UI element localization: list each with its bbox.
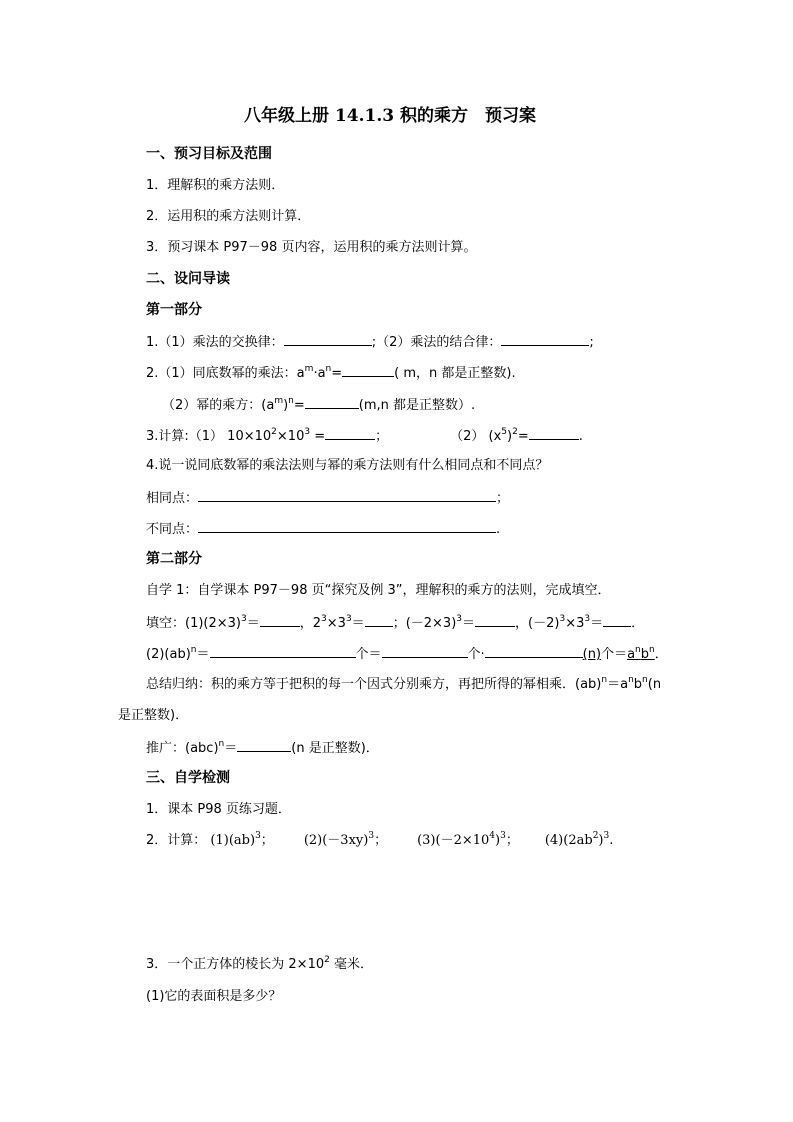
- exponent: 4: [489, 830, 496, 841]
- check-text: 毫米．: [329, 957, 373, 972]
- question-text: ( m，n 都是正整数).: [394, 366, 516, 381]
- self-study-1: 自学 1：自学课本 P97－98 页“探究及例 3”，理解积的乘方的法则，完成填空．: [146, 583, 611, 598]
- answer-blank[interactable]: [603, 612, 631, 627]
- check-item-2: [146, 831, 613, 851]
- answer-blank[interactable]: [365, 612, 393, 627]
- answer-blank[interactable]: [284, 331, 372, 346]
- punct: ；: [496, 491, 510, 506]
- exponent: 5: [501, 426, 508, 437]
- section-heading-goals: 一、预习目标及范围: [146, 146, 272, 162]
- fill-text: ＝: [246, 616, 260, 631]
- question-1: [146, 331, 594, 353]
- exponent: 2: [324, 954, 330, 965]
- answer-blank[interactable]: [485, 643, 583, 658]
- question-text: .: [578, 429, 583, 444]
- answer-blank[interactable]: [342, 362, 394, 377]
- question-text: ): [283, 398, 289, 413]
- fill-text: ＝: [590, 616, 604, 631]
- check-text: (1)(ab): [210, 833, 256, 848]
- calc-2: [303, 830, 388, 848]
- generalization: [146, 737, 379, 759]
- gen-text: ＝: [224, 741, 238, 756]
- punct: .: [496, 522, 501, 537]
- fill-in-1: [146, 612, 644, 634]
- check-text: 3．一个正方体的棱长为 2×10: [146, 957, 325, 972]
- summary-text: ＝a: [607, 677, 629, 692]
- fill-text: 个＝: [601, 647, 628, 662]
- fill-text: ×3: [565, 616, 585, 631]
- exponent: m: [274, 395, 284, 406]
- goal-item-3: 3．预习课本 P97－98 页内容，运用积的乘方法则计算。: [146, 240, 477, 255]
- exponent: 3: [559, 613, 566, 624]
- fill-text: 个＝: [355, 647, 382, 662]
- fill-text: 填空：(1)(2×3): [146, 616, 241, 631]
- fill-text: ＝: [351, 616, 365, 631]
- fill-text: ．: [654, 647, 668, 662]
- summary-text: b: [633, 677, 643, 692]
- question-text: =: [293, 398, 305, 413]
- answer-blank[interactable]: [198, 487, 496, 502]
- summary-line-2: 是正整数)．: [118, 708, 189, 723]
- fill-in-2: [146, 643, 668, 665]
- question-2-2: [162, 394, 475, 416]
- check-text: (3)(－2×10: [417, 833, 490, 848]
- answer-blank[interactable]: [501, 331, 589, 346]
- section-heading-check: 三、自学检测: [146, 770, 230, 786]
- check-text: ): [495, 833, 501, 848]
- different-point-label: 不同点：: [146, 522, 199, 537]
- exponent: 3: [456, 613, 463, 624]
- answer-blank[interactable]: [325, 425, 375, 440]
- calc-1: [210, 830, 274, 848]
- fill-text: (2)(ab): [146, 647, 191, 662]
- same-point-label: 相同点：: [146, 491, 199, 506]
- exponent: 2: [271, 426, 277, 437]
- fill-text: ＝: [462, 616, 476, 631]
- question-text: 3.计算:（1） 10×10: [146, 429, 272, 444]
- exponent: 3: [500, 830, 506, 841]
- answer-blank[interactable]: [260, 612, 300, 627]
- exponent: 3: [345, 613, 352, 624]
- question-text: ×10: [276, 429, 305, 444]
- answer-blank[interactable]: [382, 643, 468, 658]
- question-text: =: [310, 429, 326, 444]
- question-text: （2） (x: [450, 429, 502, 444]
- exponent: 3: [368, 830, 375, 841]
- gen-text: 推广：(abc): [146, 741, 219, 756]
- question-text: ): [507, 429, 513, 444]
- exponent: 3: [584, 613, 591, 624]
- goal-item-1: 1．理解积的乘方法则．: [146, 178, 285, 193]
- answer-blank[interactable]: [475, 612, 515, 627]
- question-3: [146, 425, 583, 447]
- exponent: m: [304, 363, 314, 374]
- question-text: 1.（1）乘法的交换律：: [146, 335, 284, 350]
- fill-text: ；(－2×3): [392, 616, 457, 631]
- exponent: n: [635, 644, 641, 655]
- exponent: 2: [592, 830, 599, 841]
- exponent: 3: [255, 830, 261, 841]
- exponent: n: [642, 674, 648, 685]
- answer-blank[interactable]: [237, 737, 291, 752]
- check-text: 2．计算：: [146, 833, 207, 848]
- goal-item-2: 2．运用积的乘方法则计算．: [146, 209, 311, 224]
- fill-text: ，2: [299, 616, 322, 631]
- question-text: ;（2）乘法的结合律：: [371, 335, 502, 350]
- same-point-line: [146, 487, 509, 509]
- question-text: ;: [589, 335, 594, 350]
- exponent: n: [628, 674, 634, 685]
- answer-blank[interactable]: [305, 394, 359, 409]
- question-4: 4.说一说同底数幂的乘法法则与幂的乘方法则有什么相同点和不同点？: [146, 458, 549, 473]
- answer-blank[interactable]: [529, 425, 579, 440]
- check-text: ): [598, 833, 604, 848]
- question-text: 2.（1）同底数幂的乘法：a: [146, 366, 305, 381]
- exponent: 3: [603, 830, 610, 841]
- fill-text: ×3: [326, 616, 346, 631]
- calc-4: [544, 830, 614, 848]
- answer-blank[interactable]: [198, 518, 496, 533]
- question-text: ·a: [313, 366, 326, 381]
- fill-text: b: [640, 647, 650, 662]
- calc-3: [417, 830, 519, 848]
- summary-text: (n: [647, 677, 662, 692]
- check-item-1: 1．课本 P98 页练习题．: [146, 802, 291, 817]
- different-point-line: [146, 518, 500, 540]
- check-item-3-question: (1)它的表面积是多少？: [146, 989, 282, 1004]
- exponent: n: [190, 644, 197, 655]
- question-text: ；: [375, 429, 389, 444]
- exponent: n: [288, 395, 294, 406]
- check-text: ；: [260, 833, 274, 848]
- exponent: 3: [241, 613, 247, 624]
- question-text: （2）幂的乘方：(a: [162, 398, 275, 413]
- summary-line-1: [146, 675, 661, 695]
- summary-text: 总结归纳：积的乘方等于把积的每一个因式分别乘方，再把所得的幂相乘．(ab): [146, 677, 602, 692]
- page-title: 八年级上册 14.1.3 积的乘方 预习案: [244, 106, 536, 126]
- exponent: n: [601, 674, 608, 685]
- answer-blank[interactable]: [210, 643, 356, 658]
- fill-text: ＝: [196, 647, 210, 662]
- check-text: (4)(2ab: [544, 833, 593, 848]
- fill-text: 个·: [467, 647, 485, 662]
- exponent: 3: [321, 613, 327, 624]
- check-item-3: [146, 955, 373, 975]
- section-heading-guide: 二、设问导读: [146, 271, 230, 287]
- check-text: (2)(－3xy): [303, 833, 369, 848]
- question-2-1: [146, 362, 516, 384]
- question-text: =: [331, 366, 343, 381]
- fill-result: [627, 644, 655, 662]
- exponent: 3: [304, 426, 311, 437]
- gen-text: (n 是正整数)．: [291, 741, 379, 756]
- exponent: n: [325, 363, 332, 374]
- fill-text: ．: [631, 616, 645, 631]
- exponent: n: [218, 738, 225, 749]
- check-text: ；: [505, 833, 519, 848]
- check-text: ；: [374, 833, 388, 848]
- question-text: (m,n 都是正整数）.: [358, 398, 476, 413]
- fill-text: (n): [582, 647, 602, 662]
- exponent: 2: [512, 426, 518, 437]
- fill-text: ，(－2): [515, 616, 560, 631]
- part-two-heading: 第二部分: [146, 551, 202, 567]
- fill-text: a: [627, 647, 636, 662]
- exponent: n: [649, 644, 655, 655]
- check-text: .: [609, 833, 614, 848]
- question-text: =: [517, 429, 529, 444]
- part-one-heading: 第一部分: [146, 302, 202, 318]
